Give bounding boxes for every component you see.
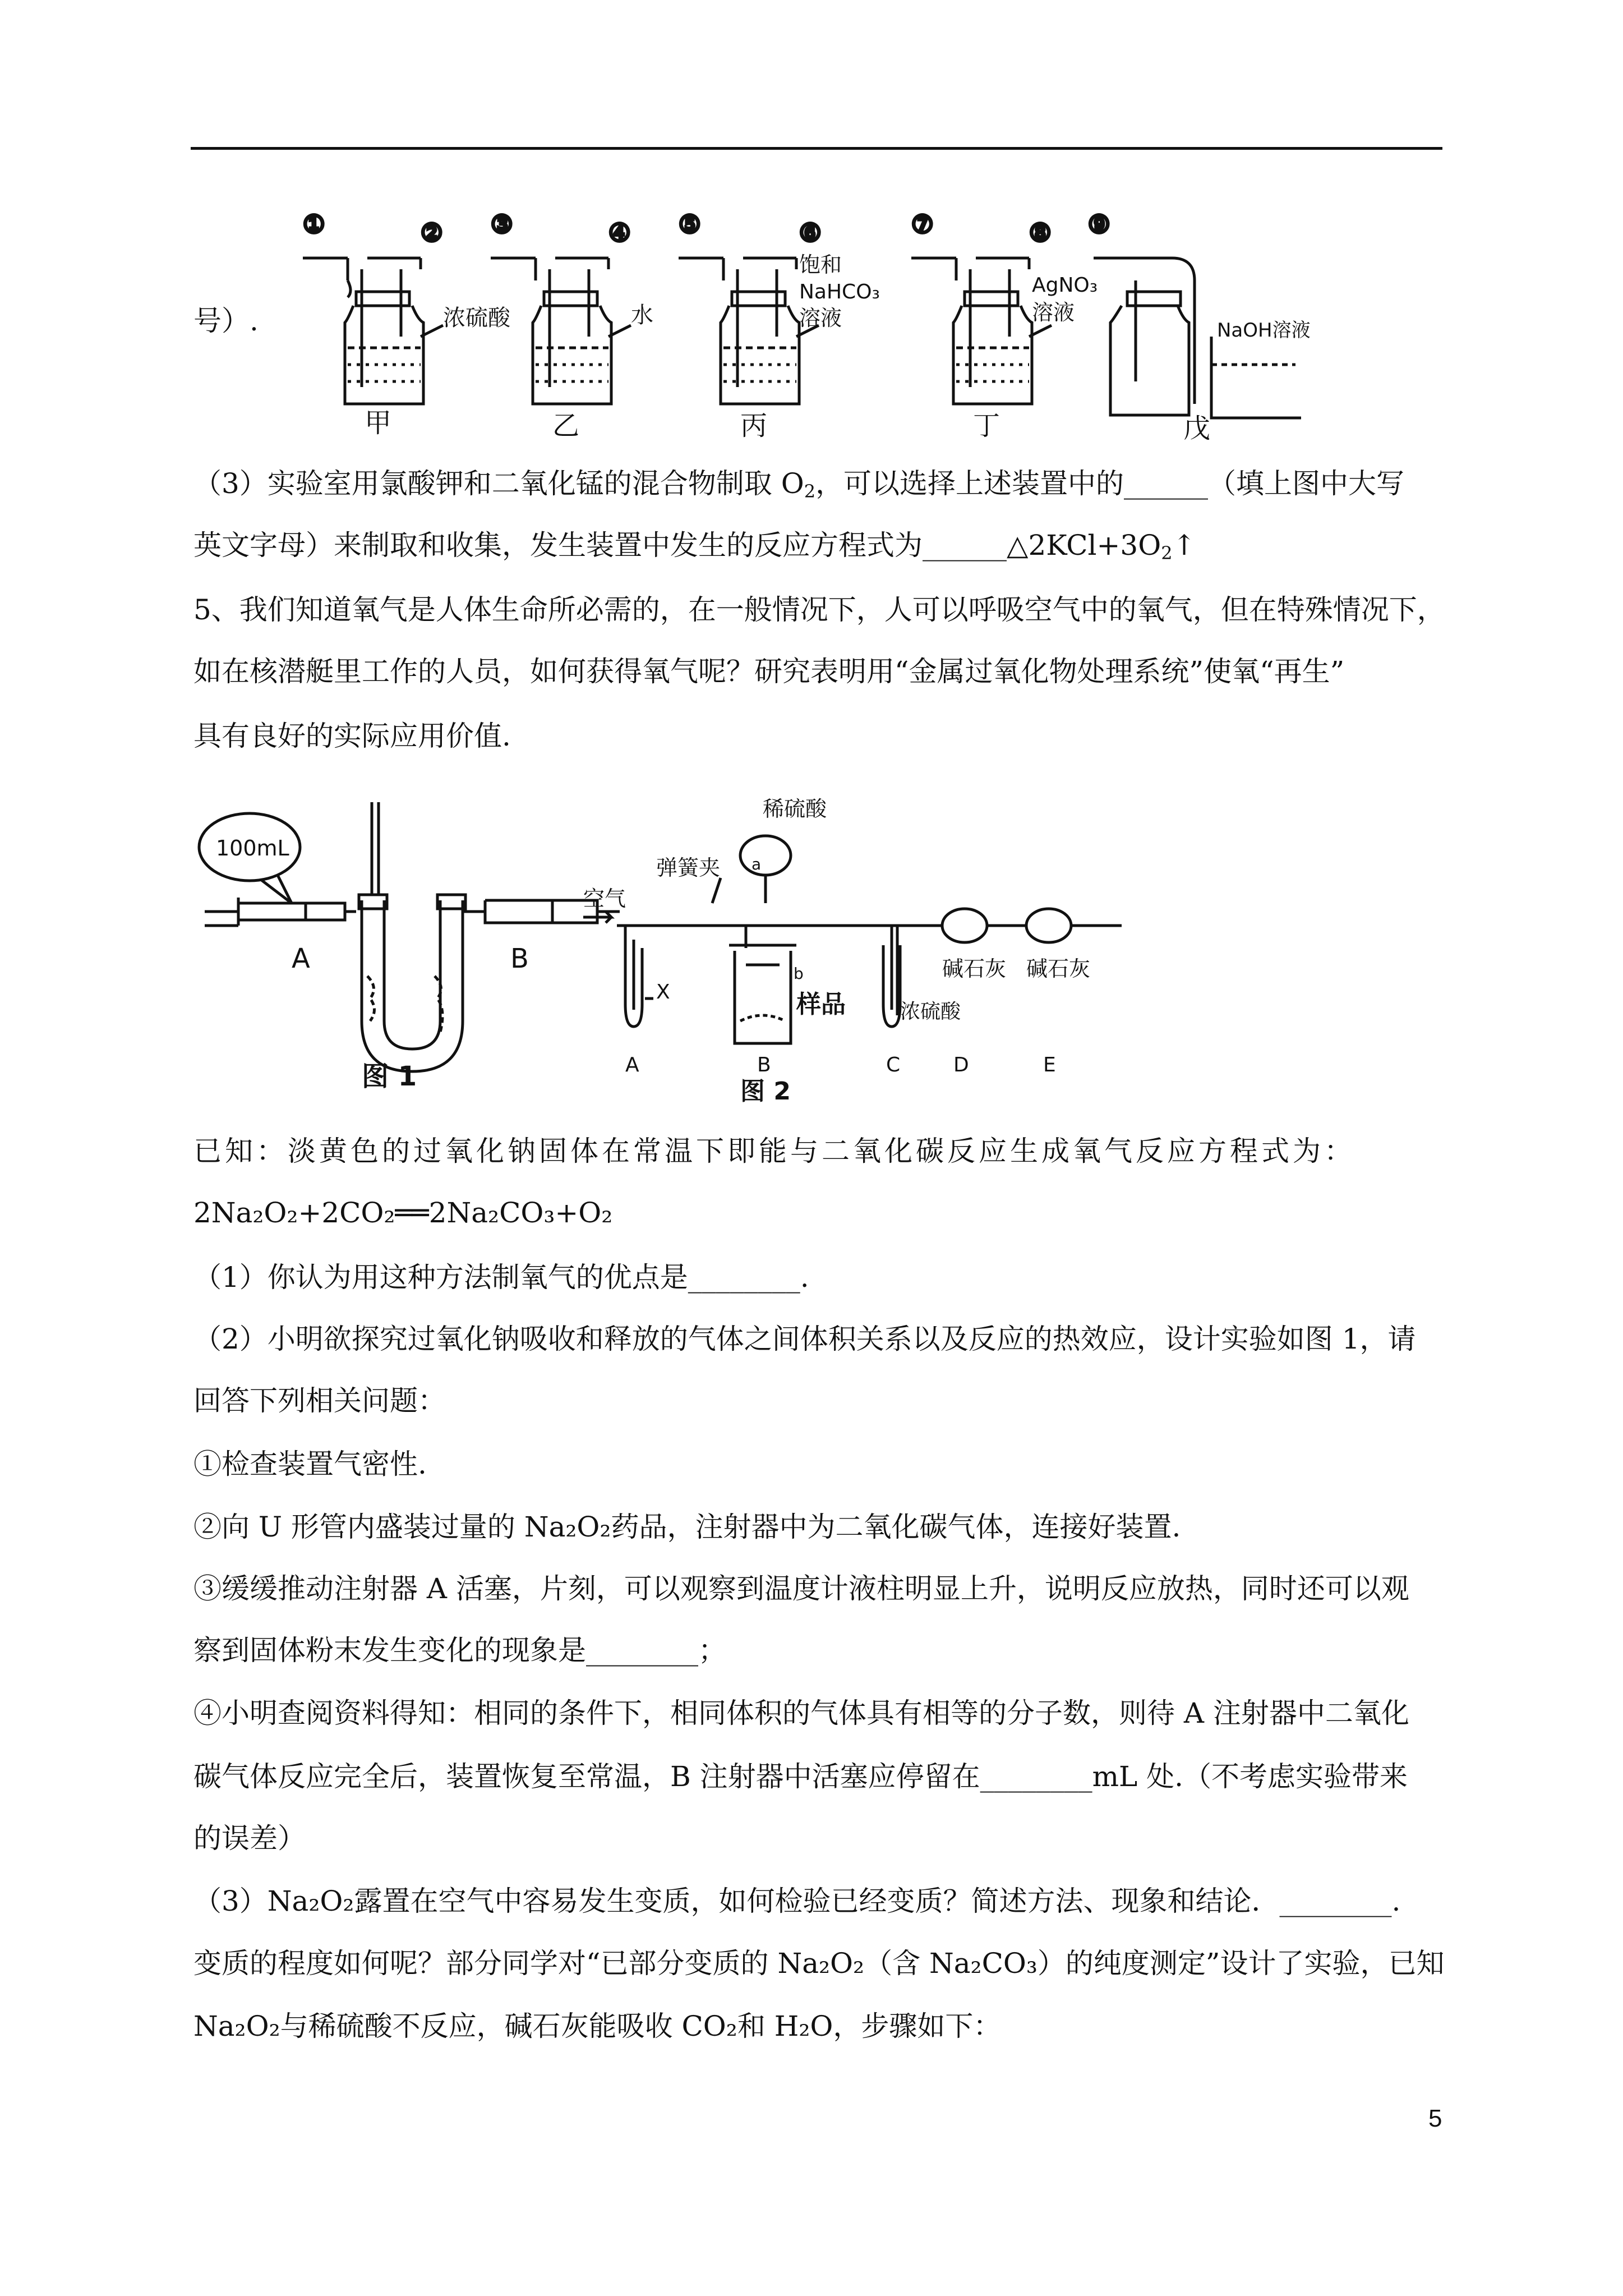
num-1: ① xyxy=(303,210,325,239)
q2-step-4b: 碳气体反应完全后，装置恢复至常温，B 注射器中活塞应停留在________mL 处.（不考虑实验带来 xyxy=(193,1760,1408,1793)
fig2-label-jianshihui-2: 碱石灰 xyxy=(1026,956,1091,981)
fig2-label-x: X xyxy=(656,981,670,1004)
fig2-label-jianshihui-1: 碱石灰 xyxy=(942,956,1007,981)
num-6: ⑥ xyxy=(799,219,822,247)
fig2-label-b-bottle: B xyxy=(757,1053,771,1076)
fig2-label-kongqi: 空气 xyxy=(583,886,626,911)
fig2-label-e: E xyxy=(1043,1053,1056,1076)
fig2-label-a-tube: A xyxy=(625,1053,639,1076)
known-line-1: 已知：淡黄色的过氧化钠固体在常温下即能与二氧化碳反应生成氧气反应方程式为： xyxy=(193,1135,1355,1167)
fig2-label-yangpin: 样品 xyxy=(796,990,846,1019)
name-bing: 丙 xyxy=(740,410,768,441)
q2-step-3b: 察到固体粉末发生变化的现象是________； xyxy=(193,1634,726,1667)
fig2-label-tanhuangjia: 弹簧夹 xyxy=(656,855,721,880)
fig1-label-a: A xyxy=(292,943,310,974)
fig1-bubble-text: 100mL xyxy=(216,836,289,861)
num-3: ③ xyxy=(491,210,513,239)
q1-line: （1）你认为用这种方法制氧气的优点是________. xyxy=(193,1261,809,1294)
known-equation: 2Na₂O₂+2CO₂══2Na₂CO₃+O₂ xyxy=(193,1197,613,1229)
q3b-line-2: 变质的程度如何呢？部分同学对“已部分变质的 Na₂O₂（含 Na₂CO₃）的纯度测定”设计了实验，已知 xyxy=(193,1947,1445,1980)
q2-line-1: （2）小明欲探究过氧化钠吸收和释放的气体之间体积关系以及反应的热效应，设计实验如图 1，请 xyxy=(193,1323,1416,1355)
label-bing-2: NaHCO₃ xyxy=(799,280,880,303)
page-number: 5 xyxy=(1428,2105,1442,2132)
q3-line-1: （3）实验室用氯酸钾和二氧化锰的混合物制取 $O_2$，可以选择上述装置中的______（填上图中大写 xyxy=(193,467,1405,502)
label-jia: 浓硫酸 xyxy=(443,305,510,331)
fig1-label-b: B xyxy=(510,943,529,974)
header-rule xyxy=(191,147,1442,150)
bottle-jia xyxy=(303,258,443,404)
q2-step-4a: ④小明查阅资料得知：相同的条件下，相同体积的气体具有相等的分子数，则待 A 注射器中二氧化 xyxy=(193,1697,1409,1729)
name-yi: 乙 xyxy=(552,410,580,441)
num-9: ⑨ xyxy=(1088,210,1110,239)
fig2-label-xishuisuan: 稀硫酸 xyxy=(763,797,827,821)
label-ding-1: AgNO₃ xyxy=(1032,274,1098,297)
num-2: ② xyxy=(421,219,443,247)
fig2-label-d: D xyxy=(953,1053,969,1076)
num-7: ⑦ xyxy=(911,210,934,239)
trailing-text: 号）. xyxy=(193,305,259,337)
name-ding: 丁 xyxy=(973,410,1000,441)
fig2-label-nongliusuan: 浓硫酸 xyxy=(900,1000,961,1023)
label-ding-2: 溶液 xyxy=(1032,300,1075,325)
fig2-label-c: C xyxy=(886,1053,901,1076)
name-wu: 戊 xyxy=(1183,413,1211,444)
label-bing-1: 饱和 xyxy=(799,252,842,277)
p5-line-1: 5、我们知道氧气是人体生命所必需的，在一般情况下，人可以呼吸空气中的氧气，但在特殊情况下， xyxy=(193,593,1445,626)
num-8: ⑧ xyxy=(1029,219,1052,247)
bottle-bing xyxy=(679,258,819,404)
q2-step-1: ①检查装置气密性. xyxy=(193,1448,427,1480)
fig2-label-b: b xyxy=(794,964,804,983)
q3b-line-1: （3）Na₂O₂露置在空气中容易发生变质，如何检验已经变质？简述方法、现象和结论．________. xyxy=(193,1885,1401,1917)
q3b-line-3: Na₂O₂与稀硫酸不反应，碱石灰能吸收 CO₂和 H₂O，步骤如下： xyxy=(193,2010,1002,2042)
label-bing-3: 溶液 xyxy=(799,306,842,330)
q2-line-2: 回答下列相关问题： xyxy=(193,1384,446,1417)
p5-line-2: 如在核潜艇里工作的人员，如何获得氧气呢？研究表明用“金属过氧化物处理系统”使氧“再生” xyxy=(193,655,1345,688)
p5-line-3: 具有良好的实际应用价值. xyxy=(193,720,511,752)
q3-line-2: 英文字母）来制取和收集，发生装置中发生的反应方程式为$\_\_\_\_\_\_\triangle 2KCl+3O_2↑$ xyxy=(193,529,1196,564)
num-4: ④ xyxy=(608,219,631,247)
q2-step-2: ②向 U 形管内盛装过量的 Na₂O₂药品，注射器中为二氧化碳气体，连接好装置. xyxy=(193,1511,1181,1543)
q2-step-4c: 的误差） xyxy=(193,1822,306,1855)
gas-bottles-figure xyxy=(269,202,1311,444)
figure-1 xyxy=(193,797,631,1094)
fig1-caption: 图 1 xyxy=(362,1061,417,1092)
label-wu: NaOH溶液 xyxy=(1217,319,1311,342)
label-yi: 水 xyxy=(631,302,653,328)
bottle-yi xyxy=(491,258,631,404)
figure-2 xyxy=(572,791,1178,1105)
bottle-ding xyxy=(911,258,1052,404)
q2-step-3a: ③缓缓推动注射器 A 活塞，片刻，可以观察到温度计液柱明显上升，说明反应放热，同时还可以观 xyxy=(193,1572,1409,1605)
num-5: ⑤ xyxy=(679,210,701,239)
fig2-label-a: a xyxy=(751,855,762,873)
fig2-caption: 图 2 xyxy=(740,1077,791,1106)
name-jia: 甲 xyxy=(365,407,392,439)
